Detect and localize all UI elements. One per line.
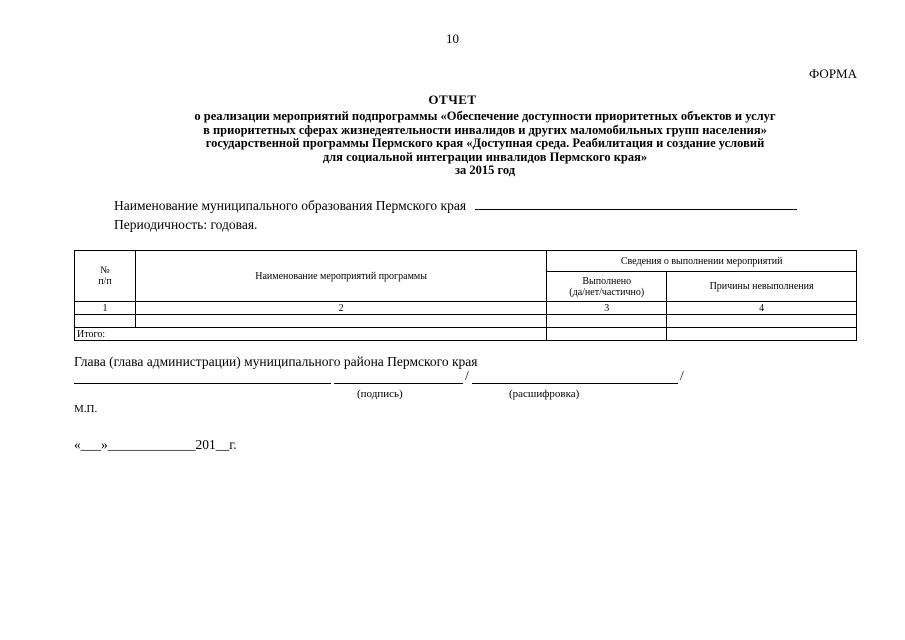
report-table <box>74 250 857 341</box>
empty-cell[interactable] <box>667 315 857 328</box>
empty-cell[interactable] <box>547 315 667 328</box>
periodicity: Периодичность: годовая. <box>114 217 258 232</box>
column-number-3: 3 <box>547 302 667 315</box>
head-label: Глава (глава администрации) муниципального района Пермского края <box>74 354 478 369</box>
decoding-line[interactable] <box>472 371 678 384</box>
empty-cell[interactable] <box>135 315 546 328</box>
signature-line[interactable] <box>334 371 463 384</box>
municipality-field <box>114 198 797 214</box>
subtitle-line-2: в приоритетных сферах жизнедеятельности инвалидов и других маломобильных групп населения» <box>203 122 767 137</box>
report-title: ОТЧЕТ <box>428 92 477 107</box>
column-number-2: 2 <box>135 302 546 315</box>
column-number-1: 1 <box>75 302 136 315</box>
subtitle-line-1: о реализации мероприятий подпрограммы «Обеспечение доступности приоритетных объектов и услуг <box>194 109 776 123</box>
position-line[interactable] <box>74 371 331 384</box>
empty-cell[interactable] <box>75 315 136 328</box>
subtitle-line-3: государственной программы Пермского края «Доступная среда. Реабилитация и создание условий <box>205 136 765 150</box>
header-completed: Выполнено (да/нет/частично) <box>547 272 667 302</box>
header-failure-reasons: Причины невыполнения <box>667 272 857 302</box>
page-number: 10 <box>446 31 459 46</box>
total-row <box>75 328 857 341</box>
municipality-input-line[interactable] <box>475 209 797 210</box>
table-row <box>75 315 857 328</box>
decoding-caption: (расшифровка) <box>509 388 580 400</box>
signature-caption: (подпись) <box>357 388 403 400</box>
slash-open: / <box>465 368 469 383</box>
total-label: Итого: <box>75 328 547 341</box>
column-number-4: 4 <box>667 302 857 315</box>
subtitle-line-4: для социальной интеграции инвалидов Пермского края» <box>322 149 648 164</box>
total-completed-cell[interactable] <box>547 328 667 341</box>
date-line[interactable]: «___»_____________201__г. <box>74 437 237 452</box>
header-number: № п/п <box>75 251 136 302</box>
form-label: ФОРМА <box>809 66 857 81</box>
municipality-label: Наименование муниципального образования Пермского края <box>114 198 467 213</box>
total-reasons-cell[interactable] <box>667 328 857 341</box>
header-activity-name: Наименование мероприятий программы <box>135 251 546 302</box>
subtitle-line-5: за 2015 год <box>454 163 516 177</box>
header-execution-info: Сведения о выполнении мероприятий <box>547 251 857 272</box>
report-subtitle <box>0 110 905 178</box>
slash-close: / <box>680 368 684 383</box>
seal-label: М.П. <box>74 403 98 415</box>
